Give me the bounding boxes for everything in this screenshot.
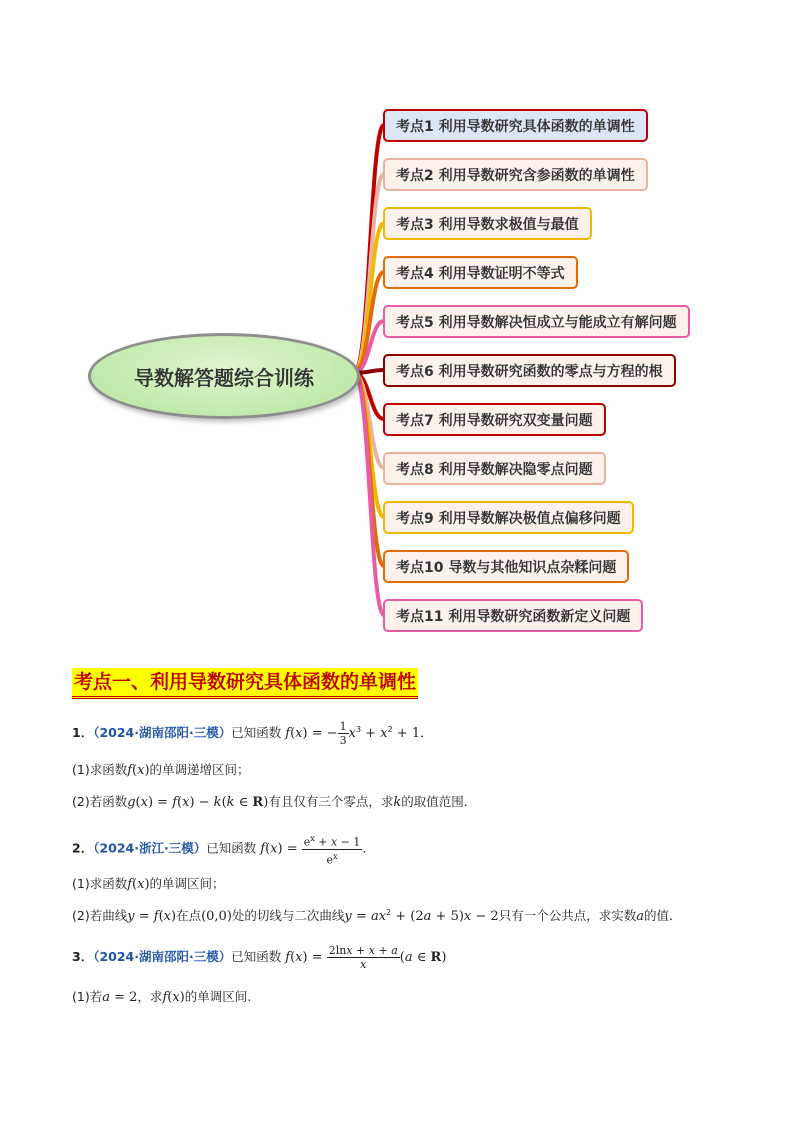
problem-2-part-2: (2)若曲线y = f(x)在点(0,0)处的切线与二次曲线$y = ax^2 + (2a + 5)x - 2$只有一个公共点，求实数a的值． [72,907,682,924]
mindmap-root: 导数解答题综合训练 [88,333,360,419]
mindmap-topic-5: 考点5 利用导数解决恒成立与能成立有解问题 [383,305,690,338]
mindmap-topic-1: 考点1 利用导数研究具体函数的单调性 [383,109,648,142]
mindmap-topic-9: 考点9 利用导数解决极值点偏移问题 [383,501,634,534]
mindmap-topic-10: 考点10 导数与其他知识点杂糅问题 [383,550,629,583]
mindmap-topic-2: 考点2 利用导数研究含参函数的单调性 [383,158,648,191]
mindmap-topic-6: 考点6 利用导数研究函数的零点与方程的根 [383,354,676,387]
mindmap-topic-4: 考点4 利用导数证明不等式 [383,256,578,289]
problem-3-part-1: (1)若a = 2，求f(x)的单调区间. [72,989,252,1005]
problem-1-part-2: (2)若函数g(x) = f(x) − k(k ∈ R)有且仅有三个零点，求k的取值范围． [72,794,477,810]
problem-2-part-1: (1)求函数f(x)的单调区间； [72,876,225,892]
section-title: 考点一、利用导数研究具体函数的单调性 [72,668,418,699]
mindmap-topic-8: 考点8 利用导数解决隐零点问题 [383,452,606,485]
problem-1-part-1: (1)求函数f(x)的单调递增区间； [72,762,250,778]
problem-2-stem: 2．（2024·浙江·三模）已知函数 f(x) = $\frac{e^x + x - 1}{e^x}$ ． [72,834,375,867]
problem-3-stem: 3．（2024·湖南邵阳·三模）已知函数 f(x) = $\frac{2\ln x + x + a}{x}$ (a ∈ R) [72,944,447,971]
mindmap-topic-7: 考点7 利用导数研究双变量问题 [383,403,606,436]
mindmap-topic-11: 考点11 利用导数研究函数新定义问题 [383,599,643,632]
problem-1-stem: 1．（2024·湖南邵阳·三模）已知函数 f(x) = − $\frac{1}{3}$ $x^3 + x^2 + 1$． [72,720,433,747]
mindmap-topic-3: 考点3 利用导数求极值与最值 [383,207,592,240]
